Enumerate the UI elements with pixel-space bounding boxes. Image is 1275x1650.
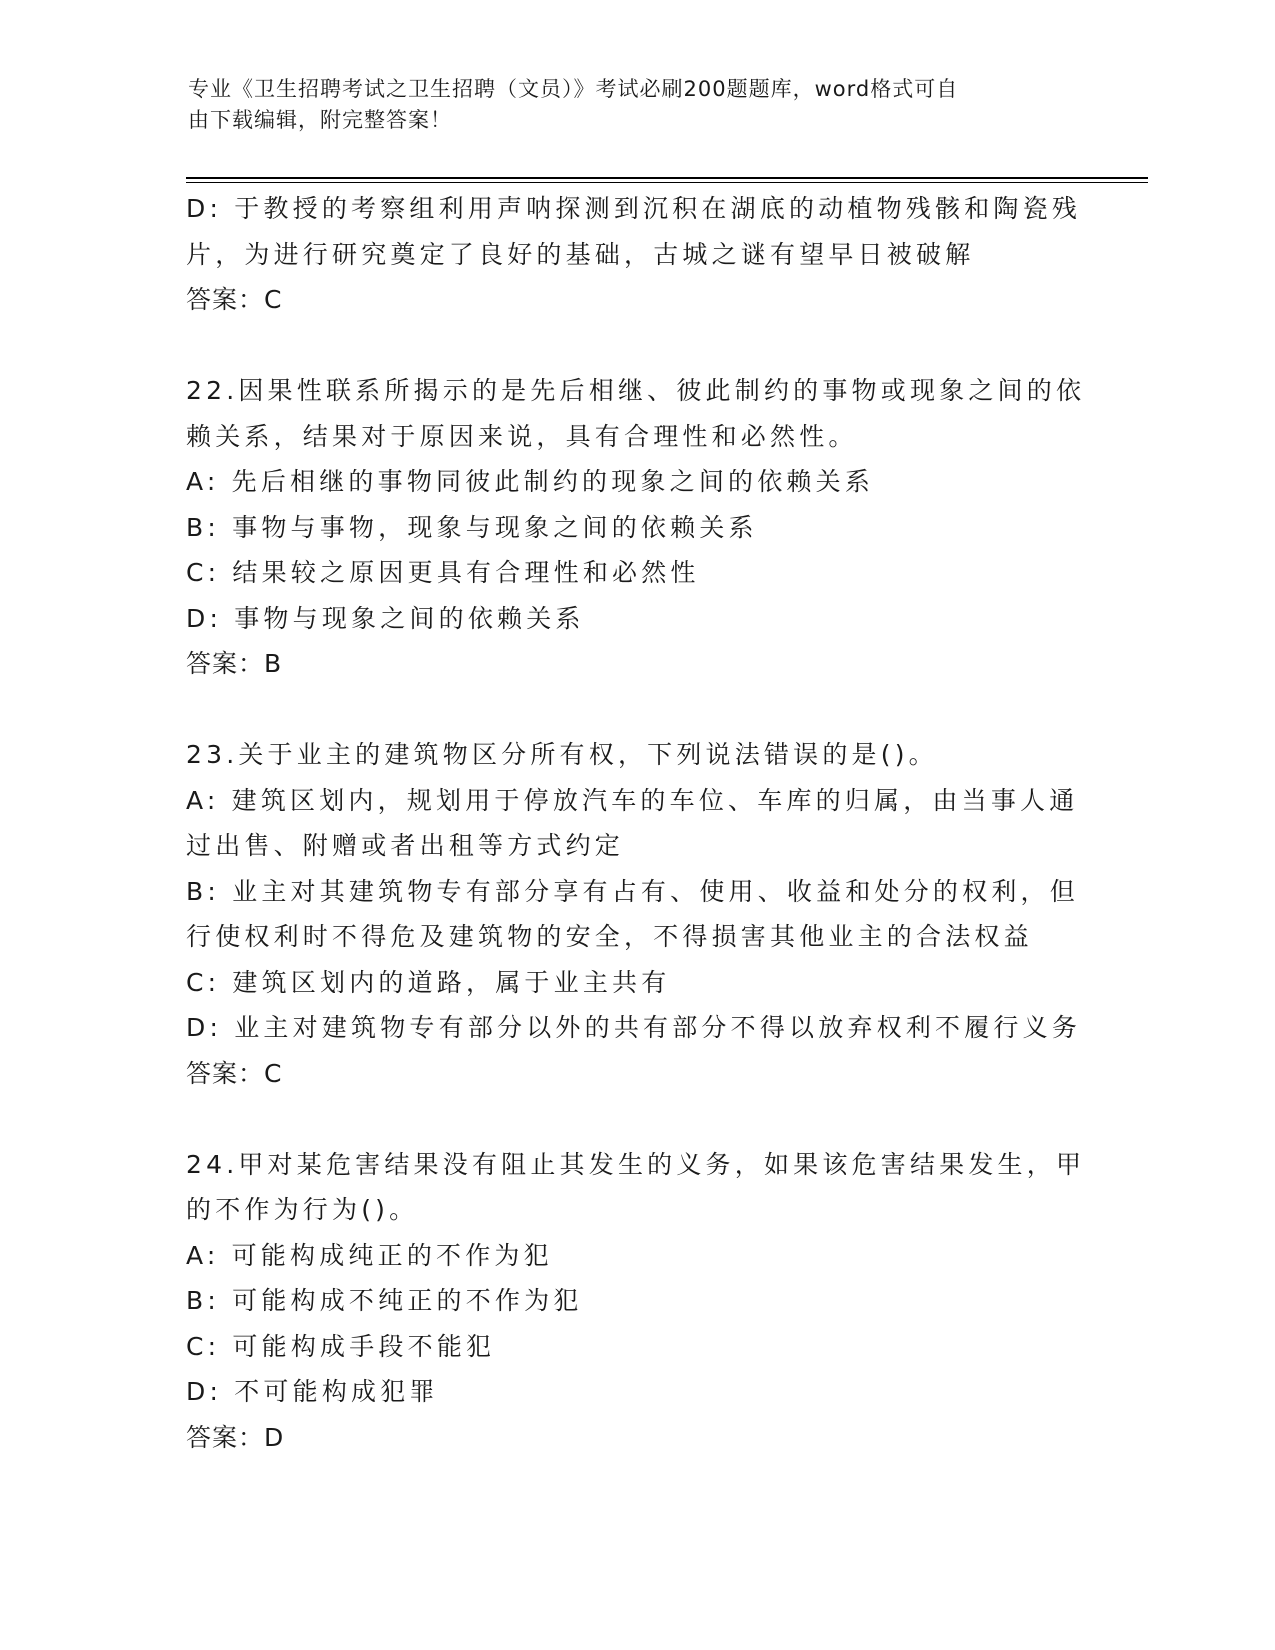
q24-stem-line-2: 的不作为行为()。: [186, 1195, 419, 1224]
q24-stem-line-1: 24.甲对某危害结果没有阻止其发生的义务，如果该危害结果发生，甲: [186, 1149, 1086, 1179]
q23-option-b-line-1: B: 业主对其建筑物专有部分享有占有、使用、收益和处分的权利，但: [186, 876, 1079, 906]
q24-option-b: B: 可能构成不纯正的不作为犯: [186, 1286, 583, 1315]
question-24: [186, 1142, 1086, 1461]
q23-option-a-line-2: 过出售、附赠或者出租等方式约定: [186, 831, 625, 860]
q23-option-a-line-1: A: 建筑区划内，规划用于停放汽车的车位、车库的归属，由当事人通: [186, 785, 1079, 815]
spacer: [186, 1096, 1086, 1142]
document-header: [188, 74, 1068, 136]
q24-option-d: D: 不可能构成犯罪: [186, 1377, 439, 1406]
q24-answer: 答案：D: [186, 1422, 285, 1452]
q23-option-c: C: 建筑区划内的道路，属于业主共有: [186, 967, 671, 997]
header-line-1: 专业《卫生招聘考试之卫生招聘（文员）》考试必刷200题题库，word格式可自: [188, 77, 959, 101]
q22-answer: 答案：B: [186, 649, 283, 678]
question-21-tail: [186, 186, 1086, 323]
header-rule-thin: [186, 182, 1148, 183]
q23-answer: 答案：C: [186, 1058, 283, 1088]
q23-option-d: D: 业主对建筑物专有部分以外的共有部分不得以放弃权利不履行义务: [186, 1013, 1082, 1042]
q22-option-b: B: 事物与事物，现象与现象之间的依赖关系: [186, 512, 758, 542]
question-22: [186, 368, 1086, 687]
q22-option-c: C: 结果较之原因更具有合理性和必然性: [186, 558, 700, 587]
q21-answer: 答案：C: [186, 285, 283, 314]
question-list: [186, 186, 1086, 1460]
question-23: [186, 732, 1086, 1096]
q21-option-d-line-2: 片，为进行研究奠定了良好的基础，古城之谜有望早日被破解: [186, 239, 975, 269]
q23-stem: 23.关于业主的建筑物区分所有权，下列说法错误的是()。: [186, 740, 938, 769]
q24-option-a: A: 可能构成纯正的不作为犯: [186, 1240, 553, 1270]
header-line-2: 由下载编辑，附完整答案！: [188, 108, 452, 132]
q22-stem-line-1: 22.因果性联系所揭示的是先后相继、彼此制约的事物或现象之间的依: [186, 376, 1086, 405]
spacer: [186, 323, 1086, 369]
header-rule-thick: [186, 177, 1148, 179]
q21-option-d-line-1: D: 于教授的考察组利用声呐探测到沉积在湖底的动植物残骸和陶瓷残: [186, 194, 1082, 223]
q22-option-a: A: 先后相继的事物同彼此制约的现象之间的依赖关系: [186, 467, 875, 496]
q22-option-d: D: 事物与现象之间的依赖关系: [186, 603, 585, 633]
q24-option-c: C: 可能构成手段不能犯: [186, 1331, 496, 1361]
q22-stem-line-2: 赖关系，结果对于原因来说，具有合理性和必然性。: [186, 421, 858, 451]
q23-option-b-line-2: 行使权利时不得危及建筑物的安全，不得损害其他业主的合法权益: [186, 922, 1033, 951]
spacer: [186, 687, 1086, 733]
